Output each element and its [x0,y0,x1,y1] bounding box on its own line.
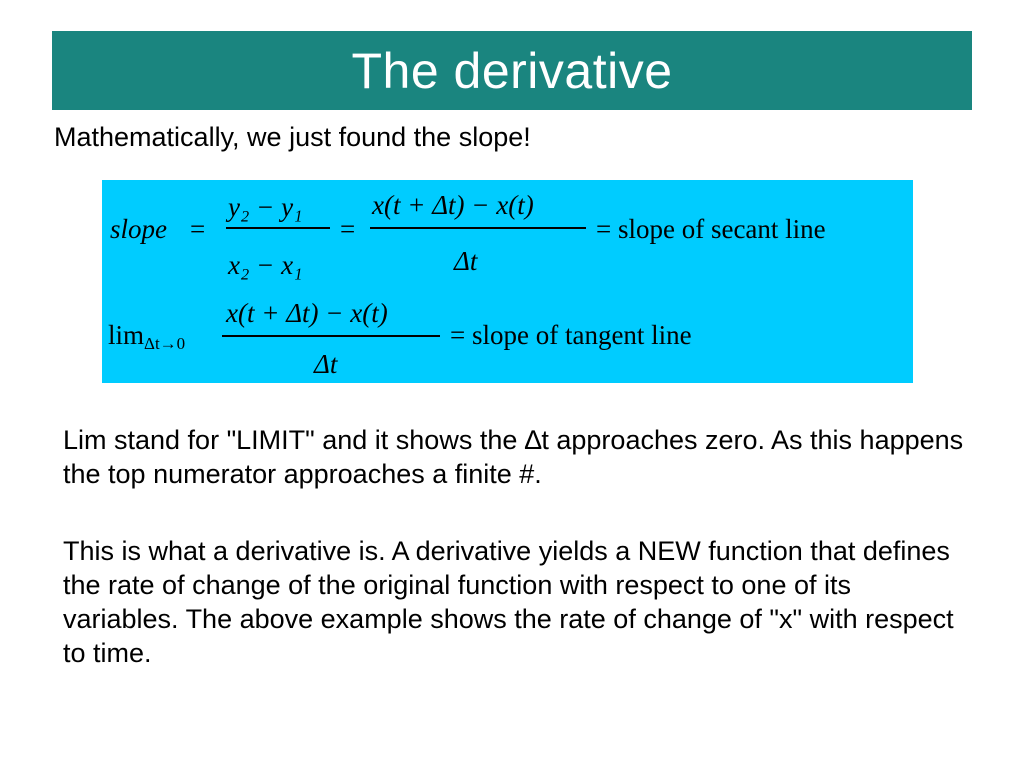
limit-fraction-bar [222,335,440,337]
equals-sign-2: = [340,214,356,244]
secant-result: = slope of secant line [596,214,826,244]
fraction2-bar [370,227,586,229]
slide-title: The derivative [351,42,673,99]
formula-box [102,180,913,383]
limit-fraction-denominator: Δt [314,349,338,379]
limit-fraction-numerator: x(t + Δt) − x(t) [226,298,388,328]
fraction1-denominator: x₂ − x₁ [228,250,303,280]
fraction2-denominator: Δt [454,246,478,276]
fraction1-bar [226,227,330,229]
equals-sign: = [190,214,206,244]
limit-subscript: Δt→0 [144,334,186,353]
paragraph-limit: Lim stand for "LIMIT" and it shows the ∆t approaches zero. As this happens the top numerator approaches a finite #. [63,425,964,489]
slope-label: slope [110,214,167,244]
intro-text: Mathematically, we just found the slope! [54,122,531,152]
paragraph-derivative: This is what a derivative is. A derivative yields a NEW function that defines the rate of change of the original function with respect to one of its variables. The above example shows the rate of change of "x" with respect to time. [63,536,954,668]
title-bar [52,31,972,110]
fraction1-numerator: y₂ − y₁ [228,192,303,222]
tangent-result: = slope of tangent line [450,320,692,350]
limit-label: $\lim_{\Delta t\to 0}$ [108,320,186,353]
fraction2-numerator: x(t + Δt) − x(t) [372,190,534,220]
